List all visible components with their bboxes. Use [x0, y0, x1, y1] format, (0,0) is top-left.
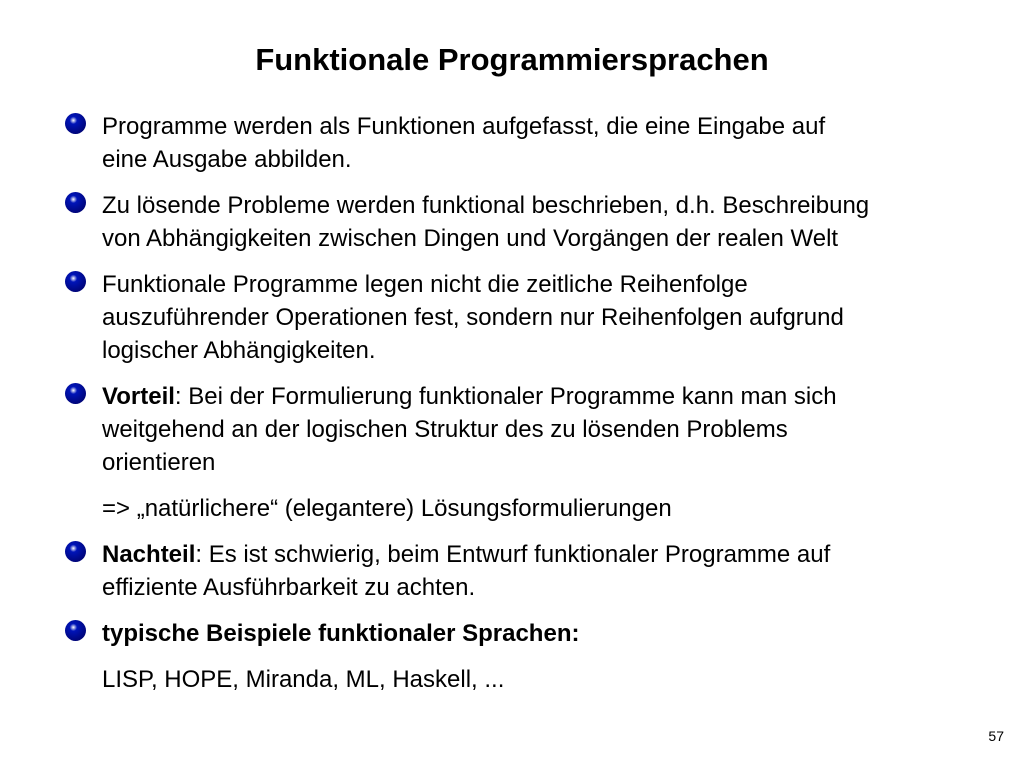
- slide-title: Funktionale Programmiersprachen: [255, 42, 769, 77]
- bullet-line: [102, 380, 1012, 413]
- bullet-line: auszuführender Operationen fest, sondern nur Reihenfolgen aufgrund: [102, 304, 844, 331]
- bullet-item-nachteil: [64, 538, 1012, 604]
- bullet-item-vorteil: [64, 380, 1012, 479]
- bullet-line: eine Ausgabe abbilden.: [102, 146, 352, 173]
- bullet-dot-icon: [65, 620, 86, 641]
- examples-list-line: LISP, HOPE, Miranda, ML, Haskell, ...: [102, 666, 505, 693]
- page-number: 57: [988, 728, 1004, 744]
- bullet-line: typische Beispiele funktionaler Sprachen:: [102, 620, 580, 647]
- bullet-list: [64, 110, 1012, 696]
- bullet-line: Programme werden als Funktionen aufgefasst, die eine Eingabe auf: [102, 113, 826, 140]
- bullet-line: [102, 538, 1012, 571]
- bullet-dot-icon: [65, 113, 86, 134]
- bullet-line: weitgehend an der logischen Struktur des zu lösenden Problems: [102, 416, 788, 443]
- bullet-item: [64, 189, 1012, 255]
- vorteil-text: : Bei der Formulierung funktionaler Programme kann man sich: [174, 383, 837, 410]
- bullet-line: Zu lösende Probleme werden funktional beschrieben, d.h. Beschreibung: [102, 192, 870, 219]
- bullet-item-examples: [64, 617, 1012, 650]
- bullet-line: logischer Abhängigkeiten.: [102, 337, 376, 364]
- bullet-dot-icon: [65, 383, 86, 404]
- bullet-line: Funktionale Programme legen nicht die zeitliche Reihenfolge: [102, 271, 748, 298]
- bullet-line: von Abhängigkeiten zwischen Dingen und Vorgängen der realen Welt: [102, 225, 839, 252]
- bullet-line: effiziente Ausführbarkeit zu achten.: [102, 574, 476, 601]
- bullet-dot-icon: [65, 541, 86, 562]
- bullet-item: [64, 268, 1012, 367]
- bullet-dot-icon: [65, 271, 86, 292]
- vorteil-label: Vorteil: [102, 383, 175, 410]
- vorteil-result-line: => „natürlichere“ (elegantere) Lösungsformulierungen: [102, 495, 672, 522]
- nachteil-label: Nachteil: [102, 541, 196, 568]
- nachteil-text: : Es ist schwierig, beim Entwurf funktionaler Programme auf: [195, 541, 831, 568]
- bullet-dot-icon: [65, 192, 86, 213]
- bullet-line: orientieren: [102, 449, 216, 476]
- bullet-item: [64, 110, 1012, 176]
